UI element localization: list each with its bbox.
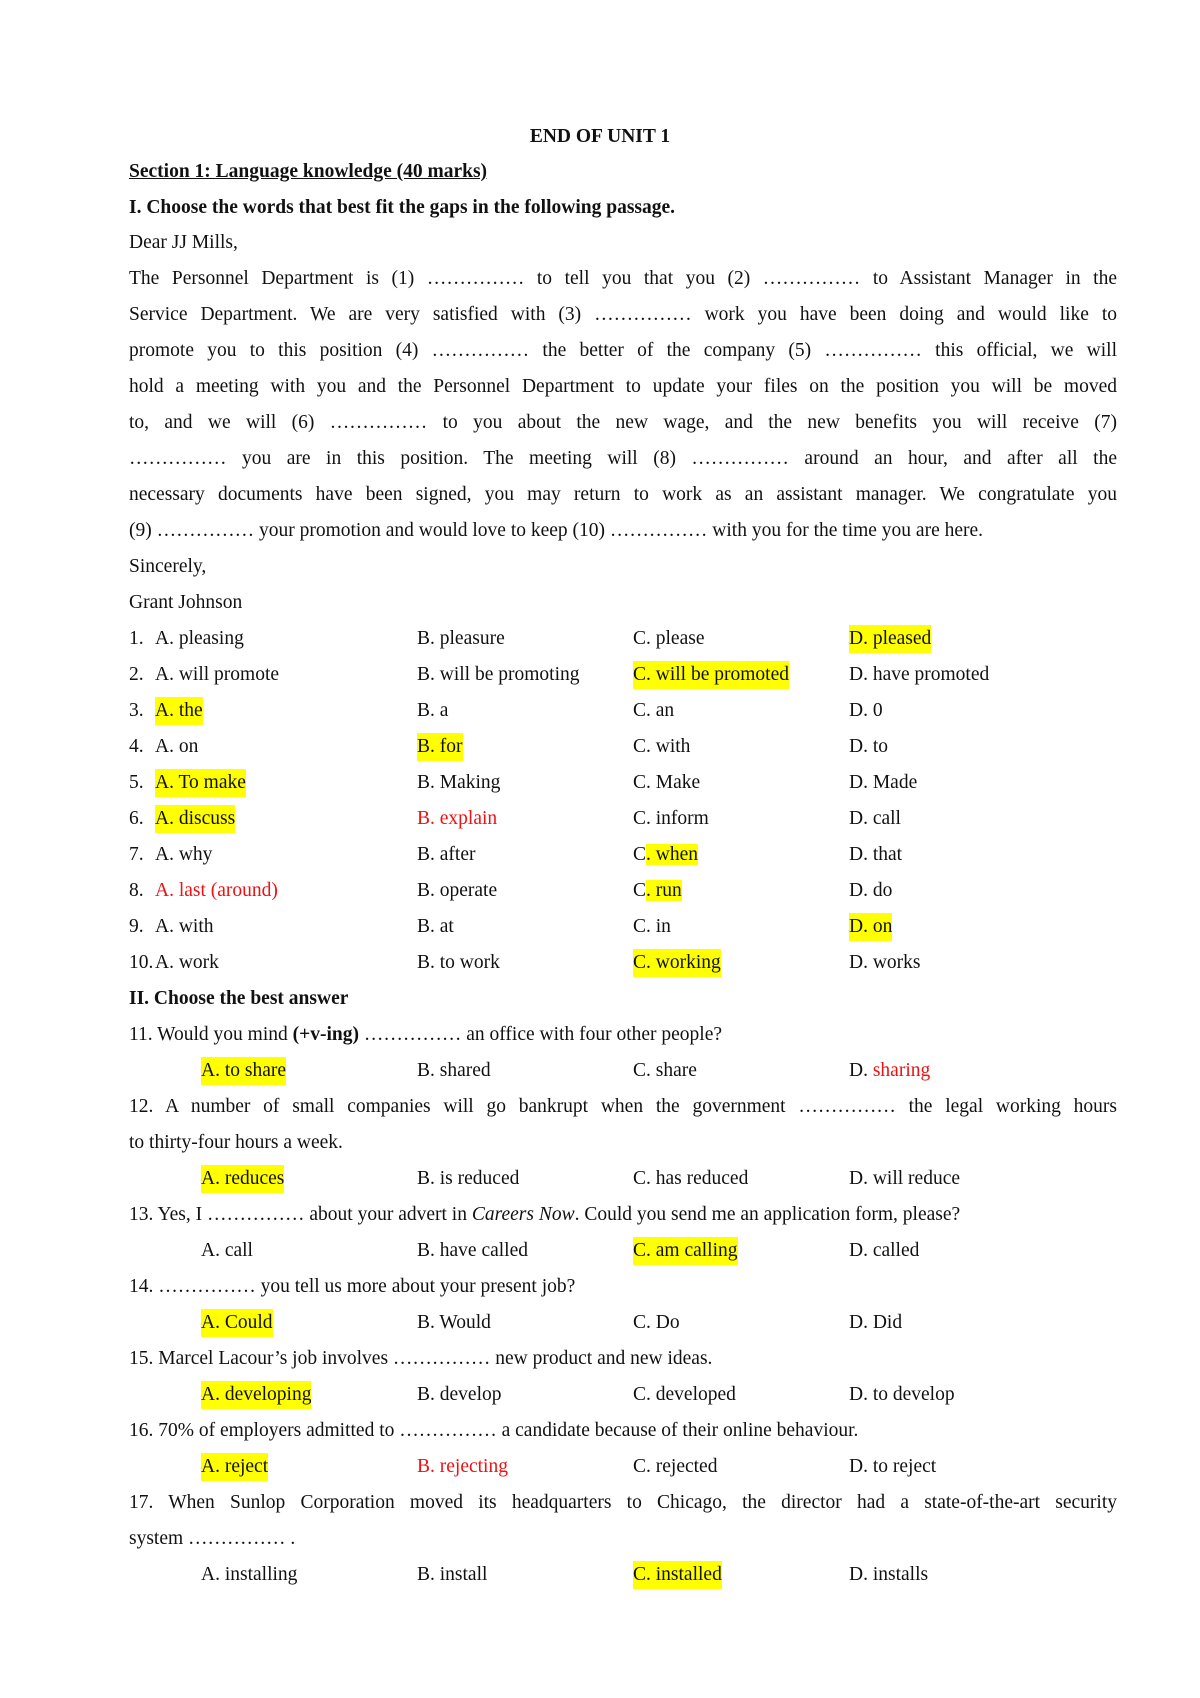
option-letter: C xyxy=(633,880,647,901)
option-b-marked: B. explain xyxy=(417,808,498,829)
option-c: C. an xyxy=(633,700,675,721)
option-c: C. developed xyxy=(633,1384,736,1405)
option-c: C. rejected xyxy=(633,1456,718,1477)
option-d: D. have promoted xyxy=(849,664,990,685)
option-a-correct: A. Could xyxy=(201,1309,273,1337)
option-a: A. why xyxy=(155,844,213,865)
question-17-cont: system …………… . xyxy=(129,1528,296,1549)
letter-line: Service Department. We are very satisfied with (3) …………… work you have been doing and would like to xyxy=(129,304,1117,325)
option-d: D. that xyxy=(849,844,903,865)
question-16: 16. 70% of employers admitted to …………… a candidate because of their online behaviour. xyxy=(129,1420,859,1441)
option-a-correct: A. To make xyxy=(155,769,246,797)
option-b: B. pleasure xyxy=(417,628,505,649)
option-text-marked: sharing xyxy=(872,1060,931,1081)
option-c-correct: C. working xyxy=(633,949,721,977)
option-b: B. operate xyxy=(417,880,498,901)
option-c: C. Do xyxy=(633,1312,680,1333)
option-a: A. call xyxy=(201,1240,253,1261)
option-letter: D. xyxy=(849,1060,873,1081)
option-d: D. do xyxy=(849,880,893,901)
option-b-correct: B. for xyxy=(417,733,463,761)
option-c: C. please xyxy=(633,628,705,649)
question-number: 9. xyxy=(129,916,144,937)
question-11 xyxy=(129,1021,1117,1049)
question-15: 15. Marcel Lacour’s job involves …………… new product and new ideas. xyxy=(129,1348,713,1369)
option-a: A. with xyxy=(155,916,214,937)
question-13 xyxy=(129,1201,1117,1229)
letter-line: to, and we will (6) …………… to you about the new wage, and the new benefits you will receive (7) xyxy=(129,412,1117,433)
question-number: 5. xyxy=(129,772,144,793)
option-d: D. 0 xyxy=(849,700,883,721)
option-d-correct: D. on xyxy=(849,913,892,941)
option-d: D. will reduce xyxy=(849,1168,961,1189)
letter-line: …………… you are in this position. The meeting will (8) …………… around an hour, and after all the xyxy=(129,448,1117,469)
option-d xyxy=(849,1057,930,1085)
letter-closing: Sincerely, xyxy=(129,556,207,577)
section-heading: Section 1: Language knowledge (40 marks) xyxy=(129,161,488,182)
option-b: B. Would xyxy=(417,1312,491,1333)
option-b: B. a xyxy=(417,700,449,721)
option-c: C. has reduced xyxy=(633,1168,749,1189)
question-text: 11. Would you mind xyxy=(129,1024,293,1045)
document-title: END OF UNIT 1 xyxy=(529,126,671,147)
option-b: B. after xyxy=(417,844,476,865)
letter-line: promote you to this position (4) …………… the better of the company (5) …………… this official, we will xyxy=(129,340,1117,361)
option-b: B. at xyxy=(417,916,454,937)
option-a-correct: A. the xyxy=(155,697,203,725)
option-d: D. works xyxy=(849,952,921,973)
question-number: 6. xyxy=(129,808,144,829)
option-c: C. inform xyxy=(633,808,709,829)
question-text: . Could you send me an application form, please? xyxy=(574,1204,961,1225)
letter-line: hold a meeting with you and the Personnel Department to update your files on the position you will be moved xyxy=(129,376,1117,397)
letter-line: necessary documents have been signed, you may return to work as an assistant manager. We congratulate you xyxy=(129,484,1117,505)
option-b: B. will be promoting xyxy=(417,664,580,685)
question-text: …………… an office with four other people? xyxy=(359,1024,723,1045)
question-number: 8. xyxy=(129,880,144,901)
letter-greeting: Dear JJ Mills, xyxy=(129,232,238,253)
option-a-correct: A. reduces xyxy=(201,1165,284,1193)
option-d: D. installs xyxy=(849,1564,929,1585)
question-12: 12. A number of small companies will go bankrupt when the government …………… the legal working hours xyxy=(129,1096,1117,1117)
option-c-correct: C. installed xyxy=(633,1561,722,1589)
question-number: 10. xyxy=(129,952,154,973)
letter-line: (9) …………… your promotion and would love to keep (10) …………… with you for the time you are here. xyxy=(129,520,984,541)
question-12-cont: to thirty-four hours a week. xyxy=(129,1132,343,1153)
option-d: D. Did xyxy=(849,1312,903,1333)
option-a: A. on xyxy=(155,736,199,757)
option-b: B. install xyxy=(417,1564,488,1585)
option-c-correct xyxy=(633,841,698,869)
part2-heading: II. Choose the best answer xyxy=(129,988,349,1009)
option-c: C. share xyxy=(633,1060,697,1081)
option-a: A. work xyxy=(155,952,219,973)
question-number: 4. xyxy=(129,736,144,757)
letter-signature: Grant Johnson xyxy=(129,592,243,613)
option-text: . run xyxy=(646,880,682,901)
option-b: B. is reduced xyxy=(417,1168,520,1189)
part1-heading: I. Choose the words that best fit the gaps in the following passage. xyxy=(129,197,676,218)
option-c: C. Make xyxy=(633,772,701,793)
option-c-correct xyxy=(633,877,682,905)
question-number: 7. xyxy=(129,844,144,865)
option-a-correct: A. reject xyxy=(201,1453,268,1481)
option-a: A. installing xyxy=(201,1564,298,1585)
option-c: C. with xyxy=(633,736,691,757)
option-d: D. to xyxy=(849,736,888,757)
option-d: D. to develop xyxy=(849,1384,955,1405)
option-d: D. call xyxy=(849,808,901,829)
option-b: B. develop xyxy=(417,1384,502,1405)
option-letter: C xyxy=(633,844,647,865)
grammar-hint: (+v-ing) xyxy=(292,1024,360,1045)
option-a-correct: A. discuss xyxy=(155,805,235,833)
option-b: B. have called xyxy=(417,1240,528,1261)
option-b: B. to work xyxy=(417,952,500,973)
option-c-correct: C. will be promoted xyxy=(633,661,789,689)
option-a-correct: A. to share xyxy=(201,1057,286,1085)
question-text: 13. Yes, I …………… about your advert in xyxy=(129,1204,472,1225)
option-b-marked: B. rejecting xyxy=(417,1456,508,1477)
letter-line: The Personnel Department is (1) …………… to tell you that you (2) …………… to Assistant Manager in the xyxy=(129,268,1117,289)
question-14: 14. …………… you tell us more about your present job? xyxy=(129,1276,576,1297)
question-number: 2. xyxy=(129,664,144,685)
question-number: 1. xyxy=(129,628,144,649)
option-d: D. called xyxy=(849,1240,920,1261)
option-a: A. will promote xyxy=(155,664,280,685)
option-b: B. shared xyxy=(417,1060,491,1081)
option-b: B. Making xyxy=(417,772,501,793)
option-c: C. in xyxy=(633,916,671,937)
question-17: 17. When Sunlop Corporation moved its headquarters to Chicago, the director had a state-of-the-art security xyxy=(129,1492,1117,1513)
option-a-marked: A. last (around) xyxy=(155,880,278,901)
option-d-correct: D. pleased xyxy=(849,625,931,653)
option-c-correct: C. am calling xyxy=(633,1237,738,1265)
option-d: D. to reject xyxy=(849,1456,937,1477)
publication-title: Careers Now xyxy=(471,1204,575,1225)
question-number: 3. xyxy=(129,700,144,721)
option-a-correct: A. developing xyxy=(201,1381,311,1409)
option-text: . when xyxy=(646,844,699,865)
option-a: A. pleasing xyxy=(155,628,244,649)
option-d: D. Made xyxy=(849,772,918,793)
